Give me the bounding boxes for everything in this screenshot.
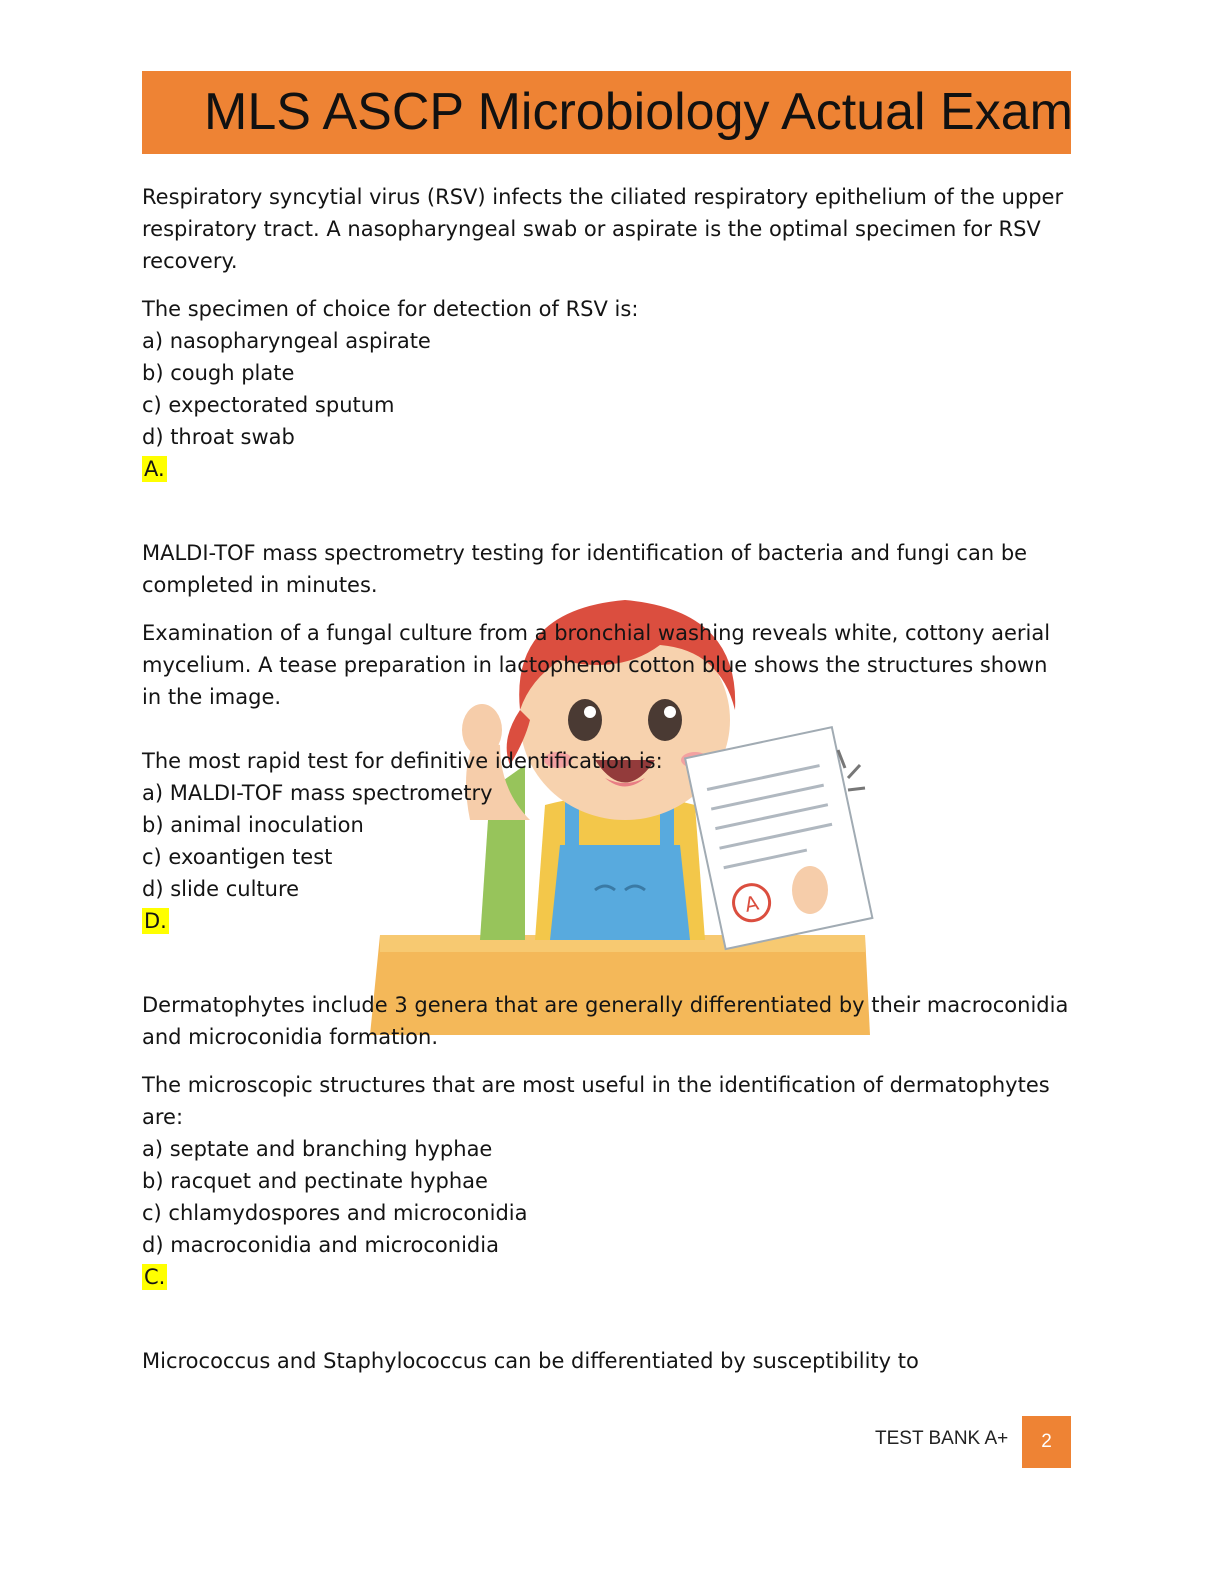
option: d) slide culture <box>142 877 300 901</box>
question-stem: The microscopic structures that are most useful in the identification of dermatophytes are: <box>142 1073 1050 1129</box>
question-1 <box>142 181 1071 485</box>
question-stem: The most rapid test for definitive identification is: <box>142 749 663 773</box>
header-bar <box>142 71 1071 154</box>
option: a) septate and branching hyphae <box>142 1137 493 1161</box>
question-2 <box>142 537 1071 937</box>
question-4 <box>142 1345 1071 1377</box>
answer-highlight: C. <box>144 1265 166 1289</box>
option: b) racquet and pectinate hyphae <box>142 1169 488 1193</box>
option: b) animal inoculation <box>142 813 364 837</box>
page-title: MLS ASCP Microbiology Actual Exam <box>204 83 1073 141</box>
question-stem: The specimen of choice for detection of RSV is: <box>142 297 639 321</box>
option: c) chlamydospores and microconidia <box>142 1201 528 1225</box>
option: b) cough plate <box>142 361 295 385</box>
footer-label: TEST BANK A+ <box>875 1428 1009 1449</box>
question-context: Dermatophytes include 3 genera that are generally differentiated by their macroconidia and microconidia formation. <box>142 993 1069 1049</box>
question-context: Micrococcus and Staphylococcus can be differentiated by susceptibility to <box>142 1349 919 1373</box>
page-number: 2 <box>1022 1416 1071 1468</box>
question-context: Respiratory syncytial virus (RSV) infects the ciliated respiratory epithelium of the upper respiratory tract. A nasopharyngeal swab or aspirate is the optimal specimen for RSV recovery. <box>142 185 1064 273</box>
option: d) macroconidia and microconidia <box>142 1233 499 1257</box>
question-3 <box>142 989 1071 1293</box>
option: d) throat swab <box>142 425 295 449</box>
option: c) expectorated sputum <box>142 393 395 417</box>
content <box>142 181 1071 1377</box>
option: c) exoantigen test <box>142 845 333 869</box>
option: a) MALDI-TOF mass spectrometry <box>142 781 493 805</box>
answer-highlight: A. <box>144 457 165 481</box>
question-scenario: Examination of a fungal culture from a bronchial washing reveals white, cottony aerial mycelium. A tease preparation in lactophenol cotton blue shows the structures shown in the image. <box>142 621 1051 709</box>
question-context: MALDI-TOF mass spectrometry testing for identification of bacteria and fungi can be completed in minutes. <box>142 541 1028 597</box>
answer-highlight: D. <box>144 909 167 933</box>
paper-grade: A <box>742 890 761 917</box>
option: a) nasopharyngeal aspirate <box>142 329 431 353</box>
